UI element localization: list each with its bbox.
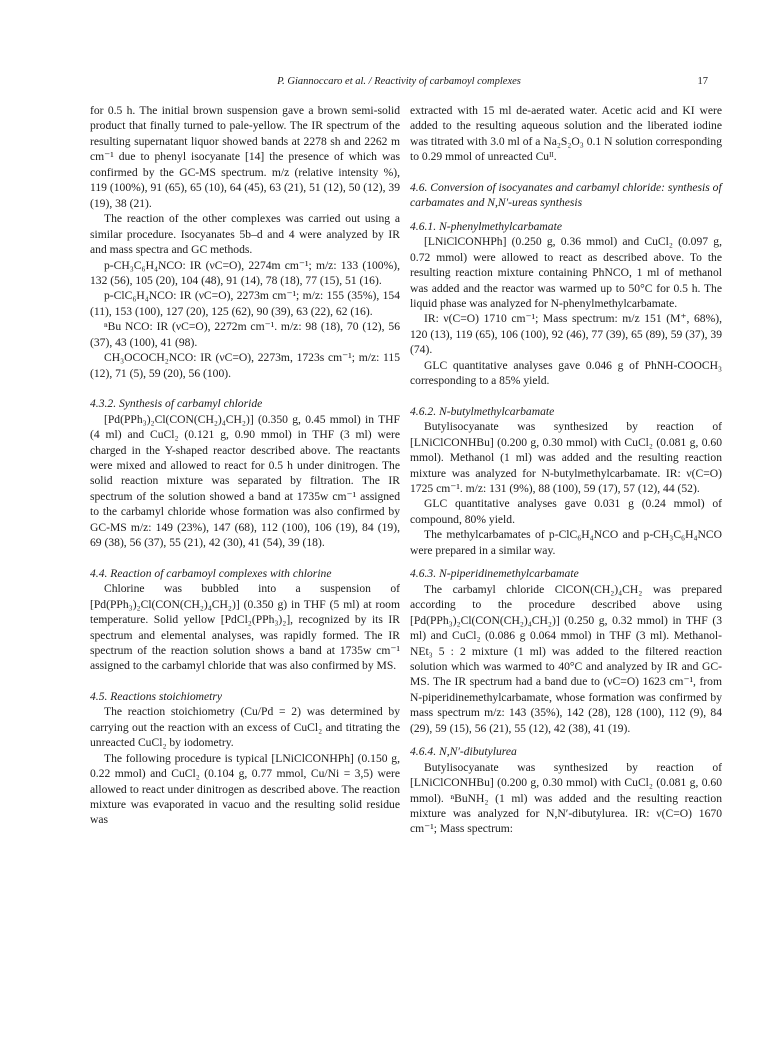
paragraph: The methylcarbamates of p-ClC₆H₄NCO and p-CH₃C₆H₄NCO were prepared in a similar way.	[410, 528, 722, 557]
paragraph: ⁿBu NCO: IR (νC=O), 2272m cm⁻¹. m/z: 98 (18), 70 (12), 56 (37), 43 (100), 41 (98).	[90, 320, 400, 349]
paragraph: for 0.5 h. The initial brown suspension gave a brown semi-solid product that finally turned to pale-yellow. The IR spectrum of the resulting supernatant liquor showed bands at 2278 sh and 2262 m cm⁻¹ due to phenyl isocyanate [14] the presence of which was confirmed by the GC-MS spectrum. m/z (relative intensity %), 119 (100%), 91 (65), 65 (10), 64 (45), 63 (21), 51 (12), 50 (12), 39 (19), 38 (21).	[90, 104, 400, 210]
section-heading: 4.5. Reactions stoichiometry	[90, 689, 223, 703]
page-number: 17	[697, 76, 708, 87]
paragraph: [LNiClCONHPh] (0.250 g, 0.36 mmol) and CuCl₂ (0.097 g, 0.72 mmol) were allowed to react as described above. To the resulting reaction mixture containing PhNCO, 1 ml of methanol was added and the reactor was warmed up to 50°C for 0.5 h. The liquid phase was analyzed for N-phenylmethylcarbamate.	[410, 235, 722, 310]
paragraph: Butylisocyanate was synthesized by reaction of [LNiClCONHBu] (0.200 g, 0.30 mmol) with CuCl₂ (0.081 g, 0.60 mmol). Methanol (1 ml) was added and the resulting reaction mixture was analyzed for N-butylmethylcarbamate. IR: ν(C=O) 1725 cm⁻¹. m/z: 131 (9%), 88 (100), 59 (17), 57 (12), 44 (52).	[410, 420, 722, 495]
section-heading: 4.6.1. N-phenylmethylcarbamate	[410, 219, 562, 233]
paragraph: The following procedure is typical [LNiClCONHPh] (0.150 g, 0.22 mmol) and CuCl₂ (0.104 g, 0.77 mmol, Cu/Ni = 3,5) were allowed to react under dinitrogen as described above. The reaction mixture was evaporated in vacuo and the resulting solid residue was	[90, 751, 400, 827]
running-title: P. Giannoccaro et al. / Reactivity of carbamoyl complexes	[277, 76, 521, 87]
paragraph: Butylisocyanate was synthesized by reaction of [LNiClCONHBu] (0.200 g, 0.30 mmol) with CuCl₂ (0.081 g, 0.60 mmol). ⁿBuNH₂ (1 ml) was added and the resulting reaction mixture was analyzed for N,N′-dibutylurea. IR: ν(C=O) 1670 cm⁻¹; Mass spectrum:	[410, 760, 722, 836]
right-column	[410, 103, 722, 837]
paragraph: p-CH₃C₆H₄NCO: IR (νC=O), 2274m cm⁻¹; m/z: 133 (100%), 132 (56), 105 (20), 104 (48), 91 (14), 78 (18), 77 (15), 51 (16).	[90, 258, 400, 287]
section-heading: 4.6.4. N,N′-dibutylurea	[410, 745, 517, 759]
paragraph: CH₃OCOCH₂NCO: IR (νC=O), 2273m, 1723s cm⁻¹; m/z: 115 (12), 71 (5), 59 (20), 56 (100).	[90, 351, 400, 380]
section-heading: 4.3.2. Synthesis of carbamyl chloride	[90, 397, 263, 411]
running-header	[90, 76, 708, 92]
paragraph: GLC quantitative analyses gave 0.031 g (0.24 mmol) of compound, 80% yield.	[410, 497, 722, 526]
paragraph: IR: ν(C=O) 1710 cm⁻¹; Mass spectrum: m/z 151 (M⁺, 68%), 120 (13), 119 (65), 106 (100), 92 (46), 77 (39), 65 (89), 59 (37), 39 (74).	[410, 312, 722, 357]
paragraph: p-ClC₆H₄NCO: IR (νC=O), 2273m cm⁻¹; m/z: 155 (35%), 154 (11), 153 (100), 127 (20), 125 (62), 90 (39), 63 (22), 62 (16).	[90, 289, 400, 318]
paragraph: [Pd(PPh₃)₂Cl(CON(CH₂)₄CH₂)] (0.350 g, 0.45 mmol) in THF (4 ml) and CuCl₂ (0.121 g, 0.90 mmol) in THF (3 ml) were charged in the Y-shaped reactor described above. The reactants were mixed and allowed to react for 0.5 h under dinitrogen. The solid reaction mixture was separated by filtration. The IR spectrum of the solution showed a band at 1735w cm⁻¹ assigned to the carbamyl chloride whose formation was also confirmed by GC-MS m/z: 149 (23%), 147 (68), 112 (100), 106 (19), 84 (19), 69 (38), 56 (37), 55 (21), 42 (30), 41 (54), 39 (18).	[90, 412, 400, 550]
paragraph: GLC quantitative analyses gave 0.046 g of PhNH-COOCH₃ corresponding to a 85% yield.	[410, 358, 722, 388]
section-heading: 4.6. Conversion of isocyanates and carbamyl chloride: synthesis of carbamates and N,N′-ureas synthesis	[410, 180, 722, 210]
paragraph: The carbamyl chloride ClCON(CH₂)₄CH₂ was prepared according to the procedure described above using [Pd(PPh₃)₂Cl(CON(CH₂)₄CH₂)] (0.250 g, 0.32 mmol) in THF (3 ml) and CuCl₂ (0.086 g 0.064 mmol) in THF (3 ml). Methanol-NEt₃ 5 : 2 mixture (1 ml) was added to the filtered reaction solution which was warmed to 40°C and analyzed by IR and GC-MS. The IR spectrum had a band due to (νC=O) 1623 cm⁻¹, from N-piperidinemethylcarbamate, whose formation was confirmed by mass spectrum m/z: 143 (35%), 142 (28), 128 (100), 112 (9), 84 (29), 59 (15), 56 (21), 55 (12), 42 (38), 41 (19).	[410, 582, 722, 735]
section-heading: 4.4. Reaction of carbamoyl complexes with chlorine	[90, 566, 332, 580]
paragraph: extracted with 15 ml de-aerated water. Acetic acid and KI were added to the resulting aqueous solution and the liberated iodine was titrated with 3.0 ml of a Na₂S₂O₃ 0.1 N solution corresponding to 0.29 mmol of unreacted Cuᴵᴵ.	[410, 104, 722, 164]
section-heading: 4.6.2. N-butylmethylcarbamate	[410, 404, 555, 418]
paragraph: The reaction stoichiometry (Cu/Pd = 2) was determined by carrying out the reaction with an excess of CuCl₂ and titrating the unreacted CuCl₂ by iodometry.	[90, 705, 400, 750]
section-heading: 4.6.3. N-piperidinemethylcarbamate	[410, 567, 579, 581]
paragraph: The reaction of the other complexes was carried out using a similar procedure. Isocyanates 5b–d and 4 were analyzed by IR and mass spectra and GC methods.	[90, 212, 400, 257]
paragraph: Chlorine was bubbled into a suspension of [Pd(PPh₃)₂Cl(CON(CH₂)₄CH₂)] (0.350 g) in THF (5 ml) at room temperature. Solid yellow [PdCl₂(PPh₃)₂], recognized by its IR spectrum and elemental analyses, was rapidly formed. The IR spectrum of the reaction solution shows a band at 1735w cm⁻¹ assigned to the carbamyl chloride that was also confirmed by MS.	[90, 582, 400, 673]
left-column	[90, 103, 400, 828]
